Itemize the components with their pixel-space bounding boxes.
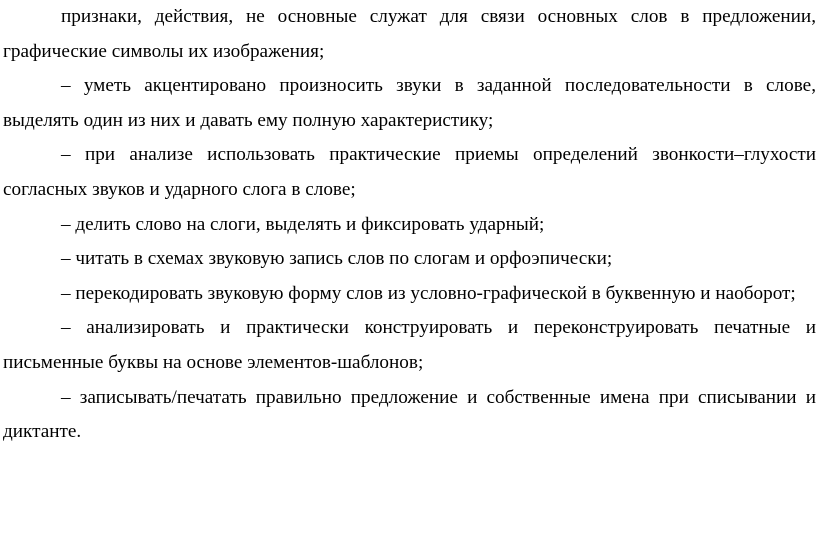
paragraph-word-classes: признаки, действия, не основные служат для связи основных слов в предложении, графические символы их изображения; <box>3 6 816 62</box>
paragraph-read-schemes: – читать в схемах звуковую запись слов по слогам и орфоэпически; <box>61 248 613 270</box>
paragraph-write-sentences: – записывать/печатать правильно предложение и собственные имена при списывании и диктанте. <box>3 386 816 443</box>
paragraph-recode-form: – перекодировать звуковую форму слов из условно-графической в буквенную и наоборот; <box>61 282 796 304</box>
paragraph-pronounce-sounds: – уметь акцентировано произносить звуки в заданной последовательности в слове, выделять один из них и давать ему полную характеристику; <box>3 75 816 131</box>
document-body <box>3 0 816 450</box>
paragraph-voiced-voiceless: – при анализе использовать практические приемы определений звонкости–глухости согласных звуков и ударного слога в слове; <box>3 144 816 200</box>
paragraph-construct-letters: – анализировать и практически конструировать и переконструировать печатные и письменные буквы на основе элементов-шаблонов; <box>3 317 816 373</box>
paragraph-syllables: – делить слово на слоги, выделять и фиксировать ударный; <box>61 213 545 235</box>
